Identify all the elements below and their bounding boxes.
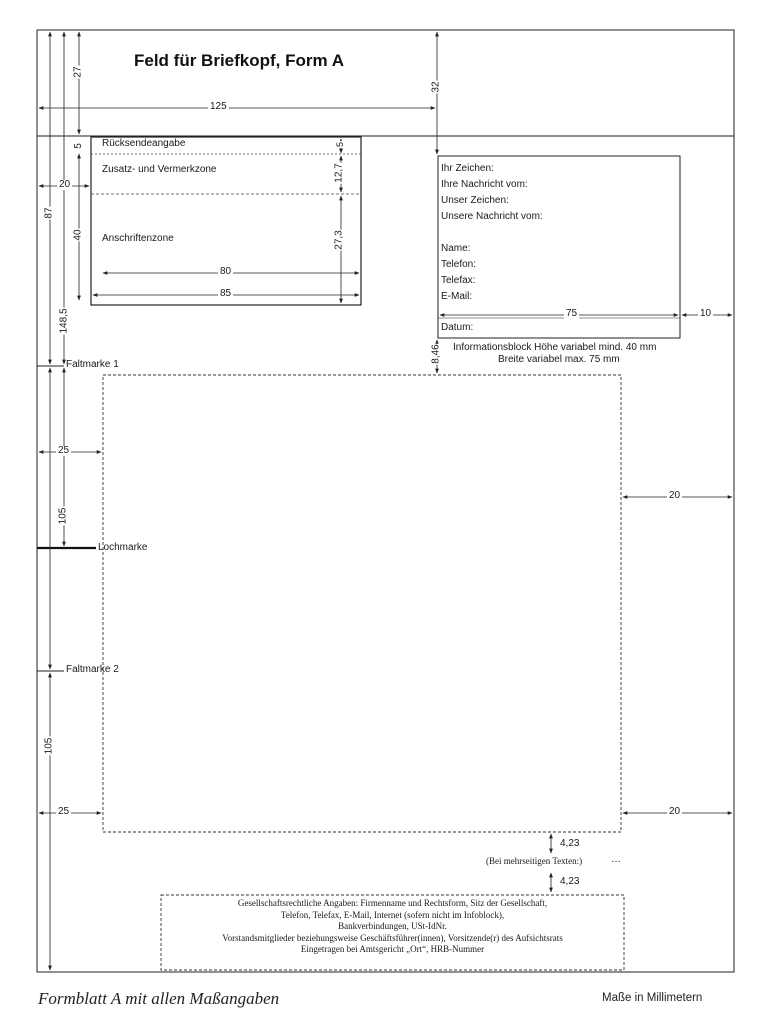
dim-8-46-label: 8,46 <box>430 344 442 364</box>
info-line: E-Mail: <box>441 291 473 302</box>
info-datum: Datum: <box>441 322 474 333</box>
dim-20-right-top-label: 20 <box>669 490 681 501</box>
footer-line: Vorstandsmitglieder beziehungsweise Geschäftsführer(innen), Vorsitzende(r) des Aufsichtsrats <box>222 932 563 943</box>
info-line: Telefon: <box>441 259 477 270</box>
dim-20-left-label: 20 <box>59 179 71 190</box>
info-line: Ihr Zeichen: <box>441 163 494 174</box>
dim-75-label: 75 <box>566 308 578 319</box>
dim-85-label: 85 <box>220 288 232 299</box>
footer-line: Bankverbindungen, USt-IdNr. <box>338 921 447 931</box>
footer-line: Gesellschaftsrechtliche Angaben: Firmenname und Rechtsform, Sitz der Gesellschaft, <box>237 898 548 908</box>
ruecksende-label: Rücksendeangabe <box>102 138 186 149</box>
dim-10-label: 10 <box>700 308 712 319</box>
info-line: Telefax: <box>441 275 476 286</box>
info-line <box>441 225 543 241</box>
dim-32-label: 32 <box>430 81 442 93</box>
dim-12-7-label: 12,7 <box>333 163 345 183</box>
anschrift-label: Anschriftenzone <box>102 233 174 244</box>
footer-line: Eingetragen bei Amtsgericht „Ort“, HRB-Nummer <box>300 944 485 954</box>
dim-125-label: 125 <box>210 101 227 112</box>
body-area <box>103 375 621 832</box>
info-line: Ihre Nachricht vom: <box>441 179 528 190</box>
dim-5-box-label: 5 <box>335 141 346 148</box>
info-line: Name: <box>441 243 471 254</box>
address-box <box>91 137 361 305</box>
dim-87-label: 87 <box>43 207 55 219</box>
dim-105-bottom-label: 105 <box>43 737 55 755</box>
dim-25-top-label: 25 <box>58 445 70 456</box>
dim-148-5-label: 148,5 <box>58 308 70 334</box>
dim-27-label: 27 <box>72 66 84 78</box>
dim-20-right-bottom-label: 20 <box>669 806 681 817</box>
info-line: Unser Zeichen: <box>441 195 509 206</box>
dim-80-label: 80 <box>220 266 232 277</box>
faltmarke-2-label: Faltmarke 2 <box>66 664 119 675</box>
letterhead-title: Feld für Briefkopf, Form A <box>134 51 344 70</box>
info-note-2: Breite variabel max. 75 mm <box>498 354 620 365</box>
dim-105-top-label: 105 <box>57 507 69 525</box>
footer-block-text <box>162 898 623 956</box>
footer-line: Telefon, Telefax, E-Mail, Internet (sofern nicht im Infoblock), <box>280 909 505 920</box>
dim-27-3-label: 27,3 <box>333 230 345 250</box>
info-line: Unsere Nachricht vom: <box>441 211 543 222</box>
dim-5-label: 5 <box>72 143 84 149</box>
lochmarke-label: Lochmarke <box>98 542 148 553</box>
multipage-ellipsis: … <box>611 854 621 865</box>
dim-4-23-top-label: 4,23 <box>560 838 580 849</box>
dim-25-bottom-label: 25 <box>58 806 70 817</box>
faltmarke-1-label: Faltmarke 1 <box>66 359 119 370</box>
info-note-1: Informationsblock Höhe variabel mind. 40 mm <box>453 342 657 353</box>
figure-caption: Formblatt A mit allen Maßangaben <box>38 989 280 1008</box>
multipage-note: (Bei mehrseitigen Texten:) <box>486 856 583 866</box>
dim-4-23-bottom-label: 4,23 <box>560 876 580 887</box>
zusatz-label: Zusatz- und Vermerkzone <box>102 164 217 175</box>
info-block-text <box>441 161 543 305</box>
units-note: Maße in Millimetern <box>602 992 703 1004</box>
dim-40-label: 40 <box>72 229 84 241</box>
